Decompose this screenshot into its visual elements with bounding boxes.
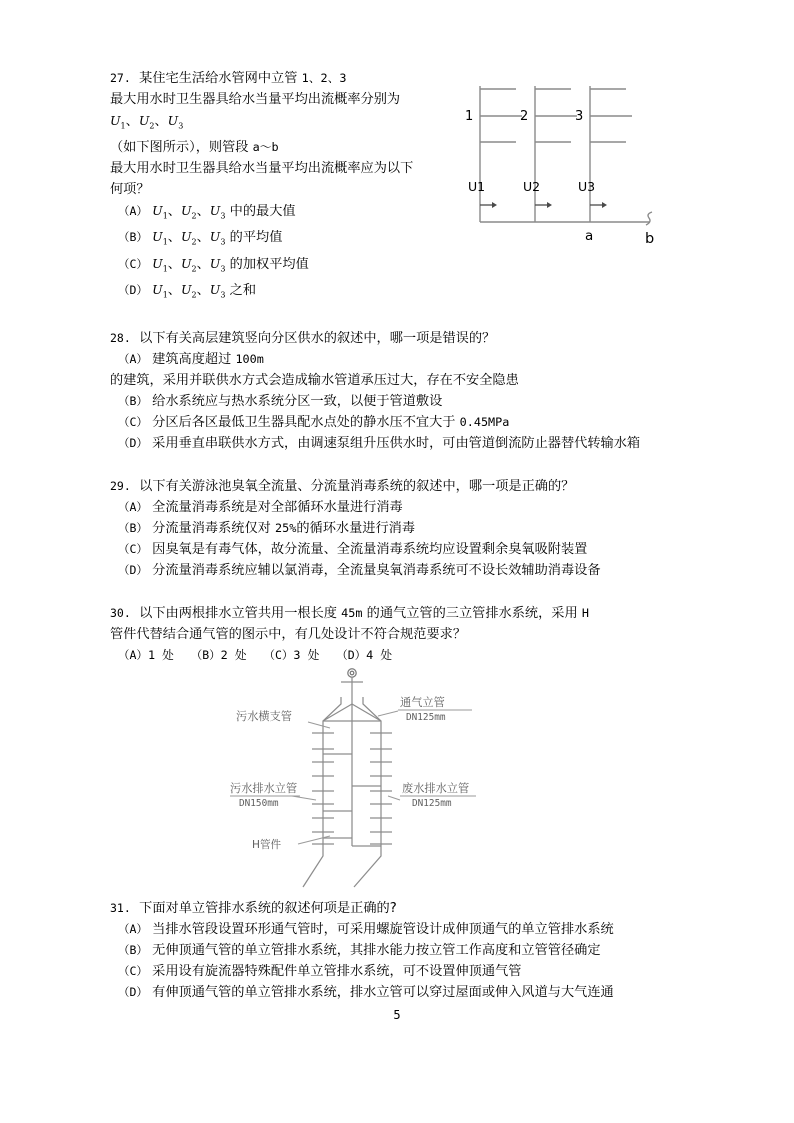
q29-option-d (110, 560, 690, 581)
q29-option-d-label: （D） (118, 562, 148, 577)
q28-option-d-text: 采用垂直串联供水方式，由调速泵组升压供水时，可由管道倒流防止器替代转输水箱 (152, 435, 641, 451)
q29-option-a-text: 全流量消毒系统是对全部循环水量进行消毒 (152, 499, 403, 515)
q27-stem-line-3: $U_1$、$U_2$、$U_3$ (110, 113, 184, 131)
q28-number: 28. (110, 330, 131, 345)
q30-option-a-text: 1 处 (147, 647, 174, 662)
q27-stem-line-4: （如下图所示），则管段 a～b (110, 139, 279, 155)
q31-option-d-text: 有伸顶通气管的单立管排水系统，排水立管可以穿过屋面或伸入风道与大气连通 (152, 984, 614, 1000)
q27-stem-line-6: 何项？ (110, 181, 150, 197)
page-number: 5 (393, 1008, 401, 1022)
q30-option-b-text: 2 处 (220, 647, 247, 662)
q31-option-d-label: （D） (118, 984, 148, 999)
riser-network-svg (460, 76, 690, 251)
question-29 (110, 476, 690, 581)
flow-label-u2: U2 (523, 179, 541, 194)
q30-option-d-text: 4 处 (366, 647, 393, 662)
vent-stack-label-group (398, 695, 472, 723)
q31-option-d (110, 982, 690, 1003)
question-30 (110, 603, 690, 888)
q28-option-a-label: （A） (118, 351, 148, 366)
q28-option-c: （C） 分区后各区最低卫生器具配水点处的静水压不宜大于 0.45MPa (118, 414, 510, 430)
riser-label-3: 3 (575, 109, 584, 124)
q29-option-b: （B） 分流量消毒系统仅对 25%的循环水量进行消毒 (118, 520, 416, 536)
q27-stem-line-5: 最大用水时卫生器具给水当量平均出流概率应为以下 (110, 160, 414, 176)
soil-stack-label-spec: DN150mm (239, 797, 279, 809)
q28-option-a-cont-text: 的建筑，采用并联供水方式会造成输水管道承压过大，存在不安全隐患 (110, 372, 519, 388)
q27-stem-line-2: 最大用水时卫生器具给水当量平均出流概率分别为 (110, 92, 401, 107)
spacer-27-28 (110, 306, 690, 328)
riser-label-1: 1 (465, 109, 474, 124)
q31-option-b-text: 无伸顶通气管的单立管排水系统，其排水能力按立管工作高度和立管管径确定 (152, 942, 601, 958)
q30-option-b-label: （B） (190, 647, 221, 662)
three-stack-drainage-svg (230, 666, 570, 888)
q31-option-a-text: 当排水管段设置环形通气管时，可采用螺旋管设计成伸顶通气的单立管排水系统 (152, 921, 614, 937)
question-27 (110, 68, 690, 306)
q28-option-c-label: （C） (118, 414, 148, 429)
node-label-b: b (645, 231, 655, 247)
q27-option-a: （A） $U_1$、$U_2$、$U_3$ 中的最大值 (118, 202, 296, 220)
flow-label-u1: U1 (468, 179, 486, 194)
q31-stem-text: 下面对单立管排水系统的叙述何项是正确的? (139, 900, 397, 916)
q30-option-c-label: （C） (263, 647, 294, 662)
question-31 (110, 898, 690, 1003)
h-fitting-label-group (252, 838, 282, 851)
q31-option-b (110, 940, 690, 961)
soil-stack-label-group (230, 781, 300, 809)
q28-stem-line-1 (110, 328, 690, 349)
q28-option-d (110, 433, 690, 454)
q27-option-b: （B） $U_1$、$U_2$、$U_3$ 的平均值 (118, 229, 283, 247)
q31-option-a (110, 919, 690, 940)
q27-option-d: （D） $U_1$、$U_2$、$U_3$ 之和 (118, 282, 257, 300)
node-label-a: a (585, 228, 594, 244)
vent-stack-label-title: 通气立管 (400, 695, 445, 709)
q28-option-b (110, 391, 690, 412)
q31-stem-line-1 (110, 898, 690, 919)
q30-stem-line-2 (110, 624, 690, 645)
q29-option-d-text: 分流量消毒系统应辅以氯消毒，全流量臭氧消毒系统可不设长效辅助消毒设备 (152, 562, 601, 578)
waste-stack-label-group (400, 781, 476, 809)
q28-option-a-cont (110, 370, 690, 391)
spacer-29-30 (110, 581, 690, 603)
q29-option-c-text: 因臭氧是有毒气体，故分流量、全流量消毒系统均应设置剩余臭氧吸附装置 (152, 541, 588, 557)
q29-option-a (110, 497, 690, 518)
q28-option-a: （A） 建筑高度超过 100m (118, 351, 264, 367)
flow-label-u3: U3 (578, 179, 596, 194)
three-stack-drainage-figure (110, 666, 690, 888)
spacer-30-31 (110, 888, 690, 898)
q30-option-d-label: （D） (336, 647, 367, 662)
q27-option-c: （C） $U_1$、$U_2$、$U_3$ 的加权平均值 (118, 255, 309, 273)
soil-stack-label-title: 污水排水立管 (230, 781, 298, 795)
q31-number: 31. (110, 900, 131, 915)
q27-stem-line-1: 27. 某住宅生活给水管网中立管 1、2、3 (110, 71, 347, 86)
riser-label-2: 2 (520, 109, 529, 124)
q31-option-c-label: （C） (118, 963, 148, 978)
q28-stem-text: 以下有关高层建筑竖向分区供水的叙述中，哪一项是错误的？ (139, 330, 496, 346)
q30-stem-line-2-text: 管件代替结合通气管的图示中，有几处设计不符合规范要求？ (110, 626, 467, 642)
q28-option-b-label: （B） (118, 393, 148, 408)
q30-option-a-label: （A） (118, 647, 148, 662)
riser-network-figure (460, 76, 690, 251)
question-28 (110, 328, 690, 454)
waste-stack-label-spec: DN125mm (412, 797, 452, 809)
q31-option-a-label: （A） (118, 921, 148, 936)
q29-option-c (110, 539, 690, 560)
q29-option-c-label: （C） (118, 541, 148, 556)
q31-option-c-text: 采用设有旋流器特殊配件单立管排水系统，可不设置伸顶通气管 (152, 963, 522, 979)
q30-option-c-text: 3 处 (293, 647, 320, 662)
q31-option-c (110, 961, 690, 982)
h-fitting-label-title: H管件 (252, 838, 282, 851)
waste-stack-label-title: 废水排水立管 (402, 781, 470, 795)
page-content (110, 68, 690, 1003)
q29-option-a-label: （A） (118, 499, 148, 514)
soil-branch-label-title: 污水横支管 (236, 709, 292, 723)
q28-option-d-label: （D） (118, 435, 148, 450)
q29-stem-line-1 (110, 476, 690, 497)
q28-option-b-text: 给水系统应与热水系统分区一致，以便于管道敷设 (152, 393, 443, 409)
spacer-28-29 (110, 454, 690, 476)
q30-options-inline (110, 645, 690, 666)
soil-branch-label-group (236, 709, 292, 723)
q31-option-b-label: （B） (118, 942, 148, 957)
q29-stem-text: 以下有关游泳池臭氧全流量、分流量消毒系统的叙述中，哪一项是正确的？ (139, 478, 575, 494)
vent-stack-label-spec: DN125mm (406, 711, 446, 723)
q29-option-b-label: （B） (118, 520, 148, 535)
q27-number: 27. (110, 71, 131, 85)
q30-stem-line-1: 30. 以下由两根排水立管共用一根长度 45m 的通气立管的三立管排水系统，采用 H (110, 605, 589, 621)
q29-number: 29. (110, 478, 131, 493)
q30-number: 30. (110, 605, 131, 620)
